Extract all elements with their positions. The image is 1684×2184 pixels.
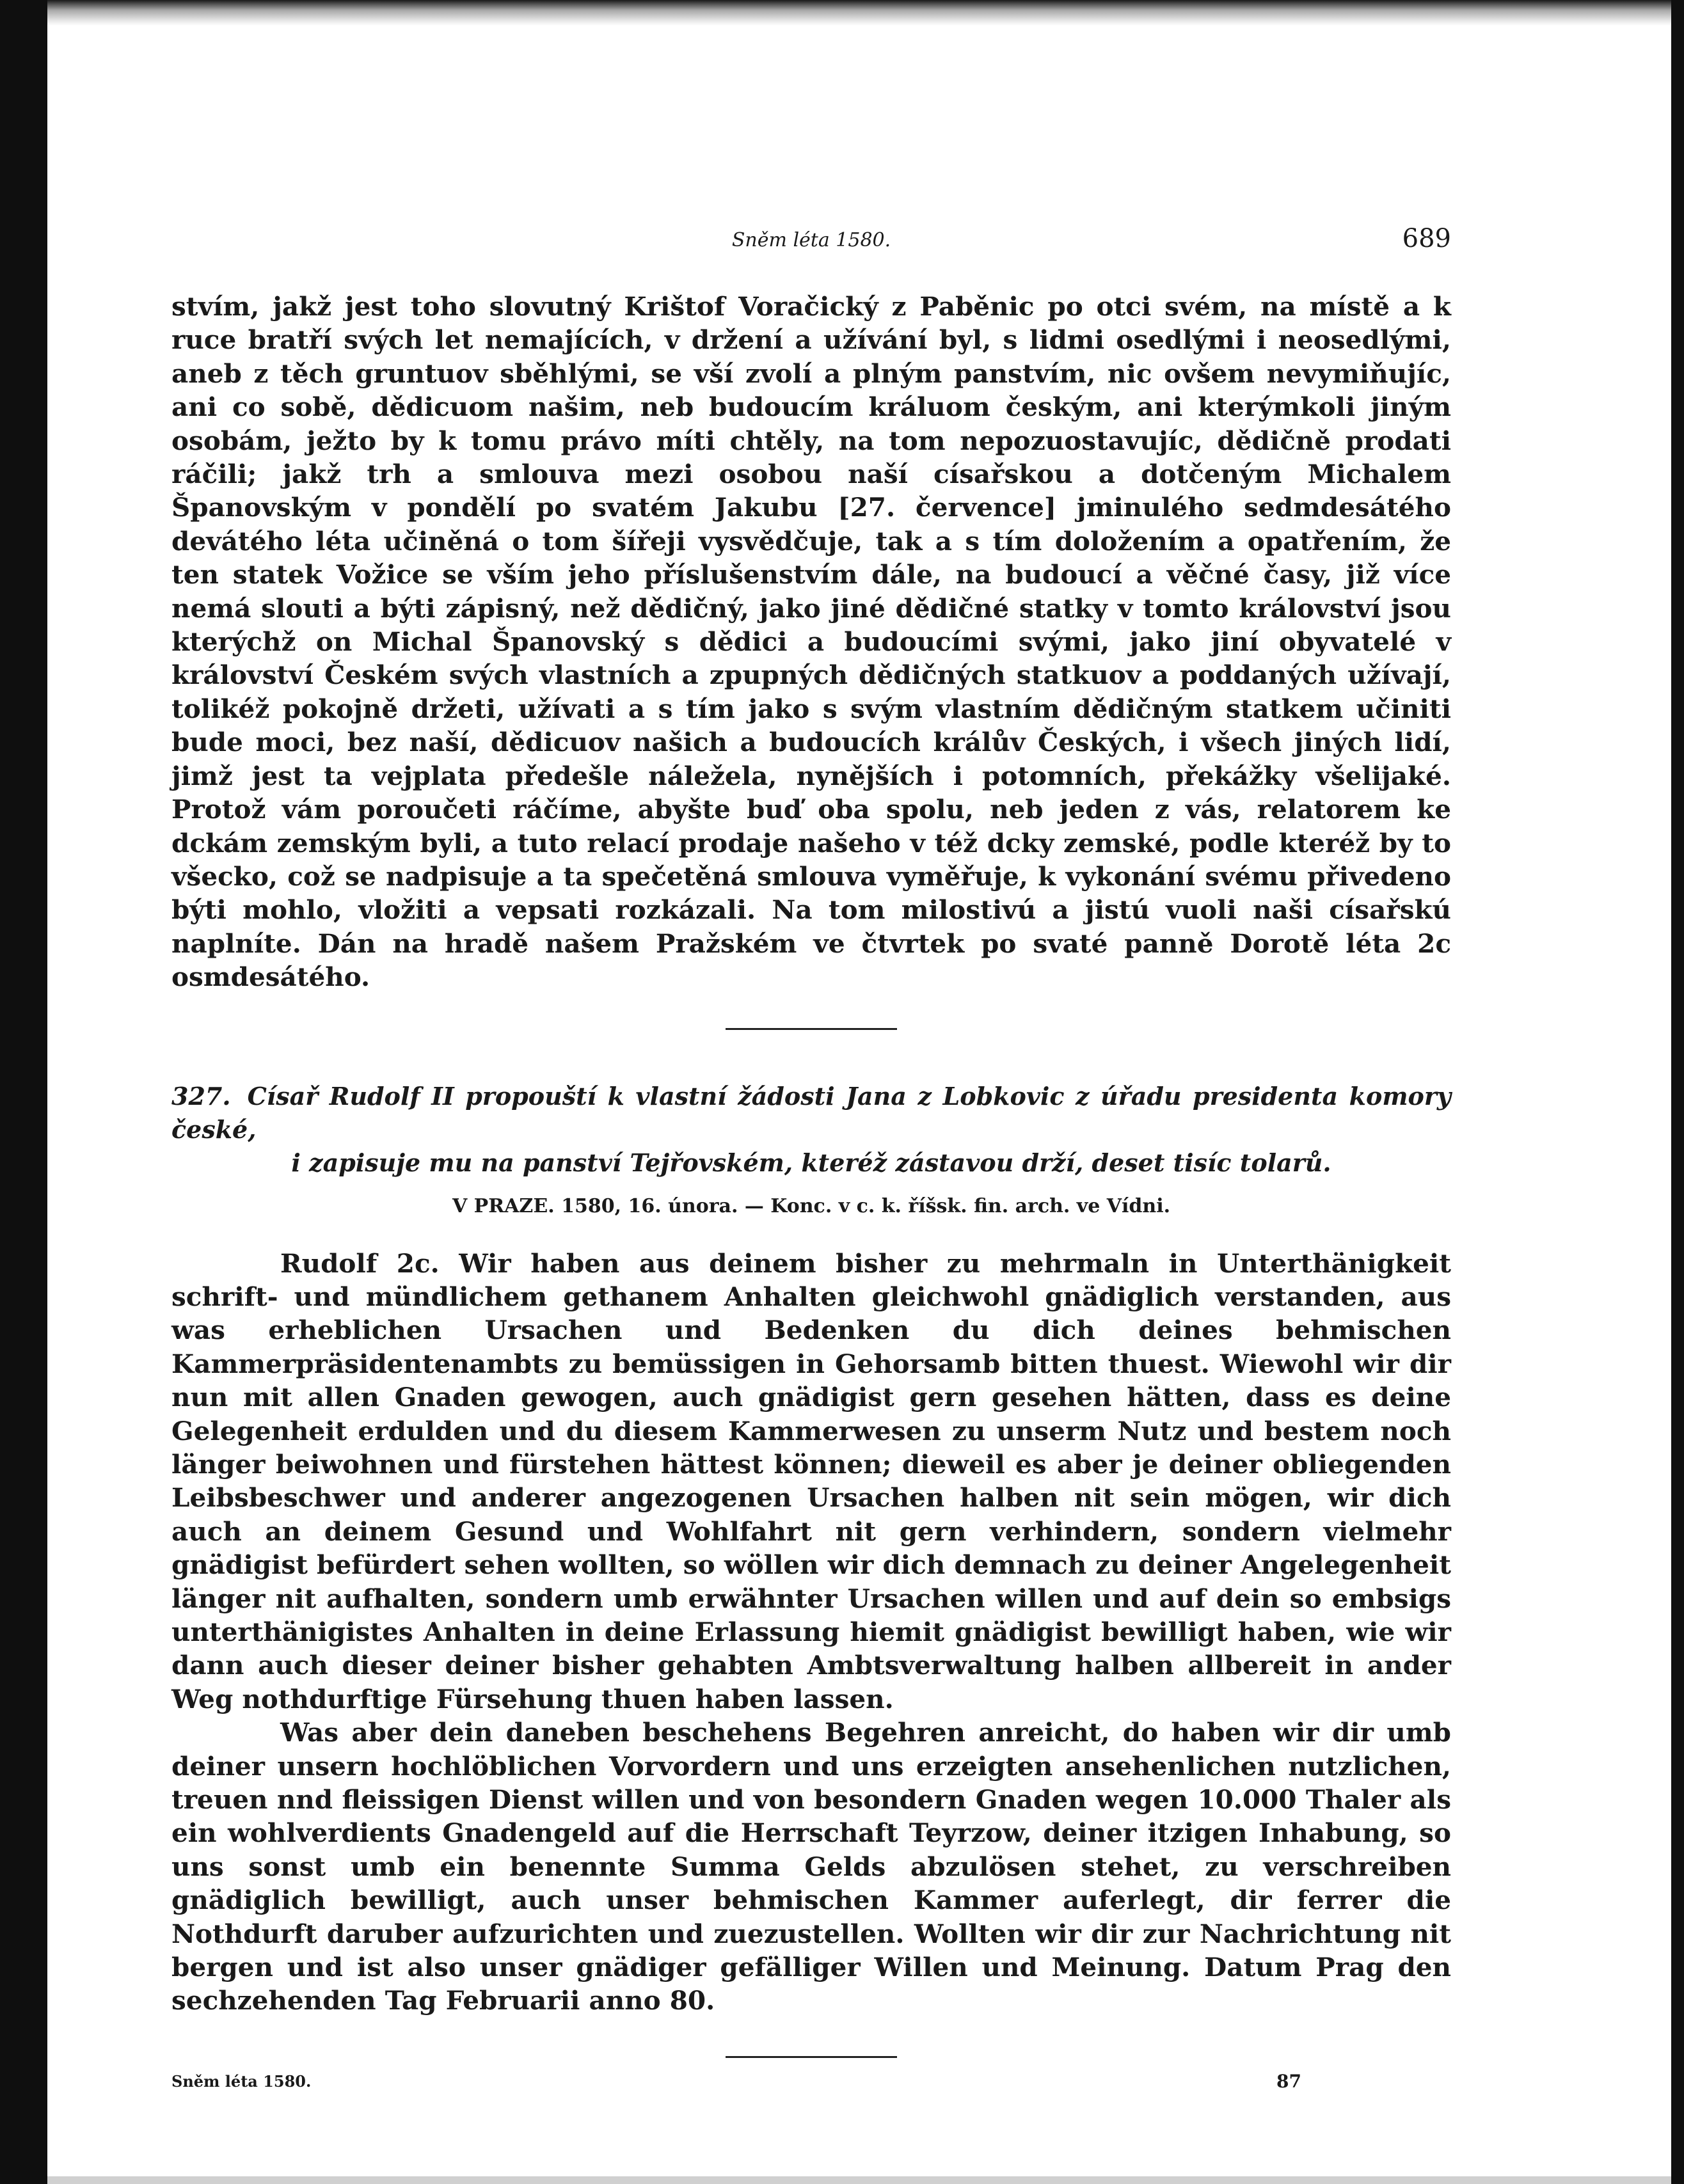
document-heading — [171, 1080, 1451, 1180]
scan-border-bottom — [47, 2176, 1671, 2184]
continuation-paragraph: stvím, jakž jest toho slovutný Krištof Voračický z Paběnic po otci svém, na místě a k ruce bratří svých let nemajících, v držení a užívání byl, s lidmi osedlými i neosedlými, aneb z těch gruntuov sběhlými, se vší zvolí a plným panstvím, nic ovšem nevymiňujíc, ani co sobě, dědicuom našim, neb budoucím králuom českým, ani kterýmkoli jiným osobám, ježto by k tomu právo míti chtěly, na tom nepozuostavujíc, dědičně prodati ráčili; jakž trh a smlouva mezi osobou naší císařskou a dotčeným Michalem Španovským v pondělí po svatém Jakubu [27. července] jminulého sedmdesátého devátého léta učiněná o tom šířeji vysvědčuje, tak a s tím doložením a opatřením, že ten statek Vožice se vším jeho příslušenstvím dále, na budoucí a věčné časy, již více nemá slouti a býti zápisný, než dědičný, jako jiné dědičné statky v tomto království jsou kterýchž on Michal Španovský s dědici a budoucími svými, jako jiní obyvatelé v království Českém svých vlastních a zpupných dědičných statkuov a poddaných užívají, tolikéž pokojně držeti, užívati a s tím jako s svým vlastním dědičným statkem učiniti bude moci, bez naší, dědicuov našich a budoucích králův Českých, i všech jiných lidí, jimž jest ta vejplata předešle náležela, nynějších i potomních, překážky všelijaké. Protož vám poroučeti ráčíme, abyšte buď oba spolu, neb jeden z vás, relatorem ke dckám zemským byli, a tuto relací prodaje našeho v též dcky zemské, podle kteréž by to všecko, což se nadpisuje a ta spečetěná smlouva vyměřuje, k vykonání svému přivedeno býti mohlo, vložiti a vepsati rozkázali. Na tom milostivú a jistú vuoli naši císařskú naplníte. Dán na hradě našem Pražském ve čtvrtek po svaté panně Dorotě léta 2c osmdesátého. — [171, 291, 1451, 993]
book-page — [171, 224, 1451, 2098]
scan-border-left — [0, 0, 47, 2184]
heading-line-1 — [171, 1080, 1451, 1146]
section-divider — [726, 1028, 897, 1030]
source-note: V PRAZE. 1580, 16. února. — Konc. v c. k. říšsk. fin. arch. ve Vídni. — [452, 1194, 1171, 1217]
page-footer — [171, 2072, 1451, 2098]
scan-border-top — [47, 0, 1671, 26]
document-number: 327. — [171, 1081, 231, 1111]
running-header — [171, 224, 1451, 256]
document-paragraph-2: Was aber dein daneben beschehens Begehren anreicht, do haben wir dir umb deiner unsern hochlöblichen Vorvordern und uns erzeigten ansehenlichen nutzlichen, treuen nnd fleissigen Dienst willen und von besondern Gnaden wegen 10.000 Thaler als ein wohlverdients Gnadengeld auf die Herrschaft Teyrzow, deiner itzigen Inhabung, so uns sonst umb ein benennte Summa Gelds abzulösen stehet, zu verschreiben gnädiglich bewilligt, auch unser behmischen Kammer auferlegt, dir ferrer die Nothdurft daruber aufzurichten und zuezustellen. Wollten wir dir zur Nachrichtung nit bergen und ist also unser gnädiger gefälliger Willen und Meinung. Datum Prag den sechzehenden Tag Februarii anno 80. — [171, 1717, 1451, 2016]
document-body — [171, 1247, 1451, 2018]
end-divider — [726, 2056, 897, 2058]
scan-border-right — [1671, 0, 1684, 2184]
signature-number: 87 — [1276, 2070, 1301, 2092]
running-title: Sněm léta 1580. — [731, 229, 891, 251]
signature-mark: Sněm léta 1580. — [171, 2071, 312, 2091]
page-number: 689 — [1402, 224, 1451, 253]
document-paragraph-1: Rudolf 2c. Wir haben aus deinem bisher zu mehrmaln in Unterthänigkeit schrift- und mündlichem gethanem Anhalten gleichwohl gnädiglich verstanden, aus was erheblichen Ursachen und Bedenken du dich deines behmischen Kammerpräsidentenambts zu bemüssigen in Gehorsamb bitten thuest. Wiewohl wir dir nun mit allen Gnaden gewogen, auch gnädigist gern gesehen hätten, dass es deine Gelegenheit erdulden und du diesem Kammerwesen zu unserm Nutz und bestem noch länger beiwohnen und fürstehen hättest können; dieweil es aber je deiner obliegenden Leibsbeschwer und anderer angezogenen Ursachen halben nit sein mögen, wir dich auch an deinem Gesund und Wohlfahrt nit gern verhindern, sondern vielmehr gnädigist befürdert sehen wollten, so wöllen wir dich demnach zu deiner Angelegenheit länger nit aufhalten, sondern umb erwähnter Ursachen willen und auf dein so embsigs unterthänigistes Anhalten in deine Erlassung hiemit gnädigist bewilligt haben, wie wir dann auch dieser deiner bisher gehabten Ambtsverwaltung halben allbereit in ander Weg nothdurftige Fürsehung thuen haben lassen. — [171, 1247, 1451, 1714]
heading-line-2: i zapisuje mu na panství Tejřovském, kteréž zástavou drží, deset tisíc tolarů. — [291, 1148, 1331, 1177]
continuation-text — [171, 290, 1451, 994]
heading-title-part-1: Císař Rudolf II propouští k vlastní žádosti Jana z Lobkovic z úřadu presidenta komory české, — [171, 1081, 1451, 1144]
